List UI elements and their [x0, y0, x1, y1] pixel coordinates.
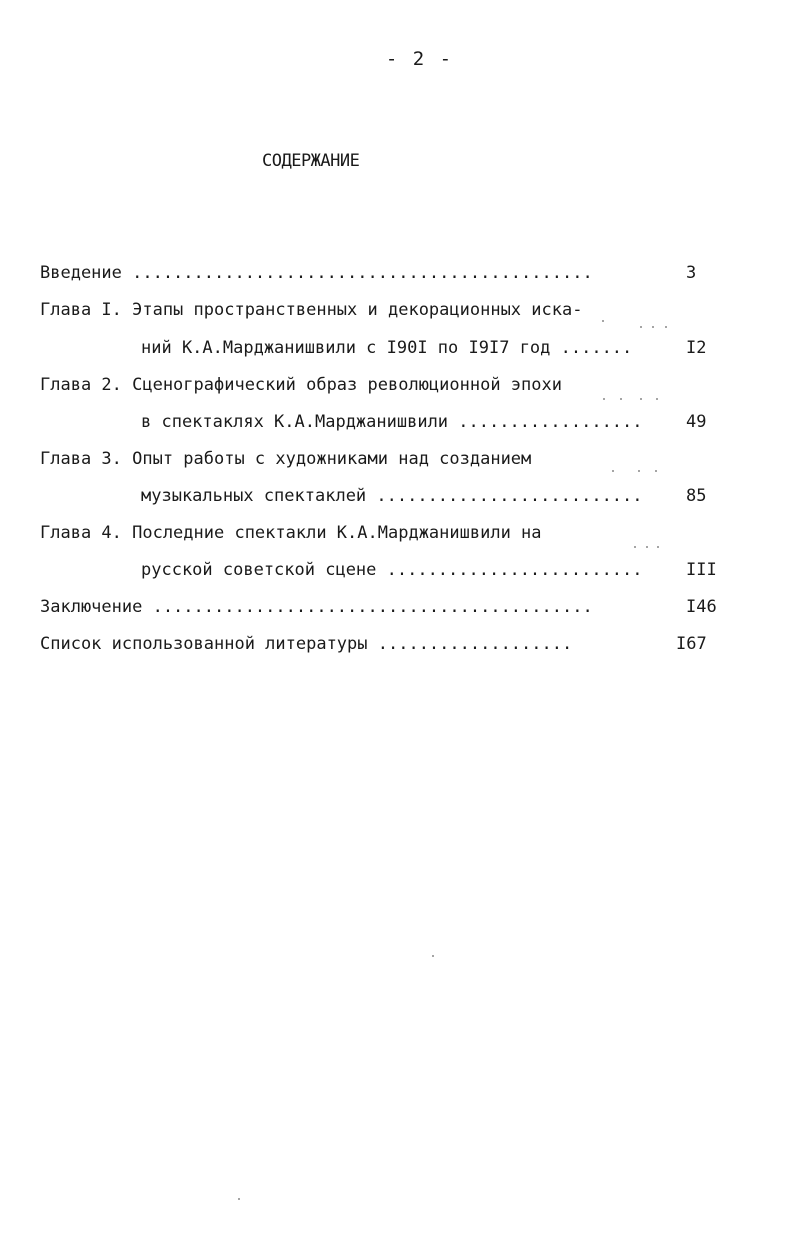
toc-entry-text: Введение ............................................. [40, 263, 593, 283]
toc-entry-page: I2 [686, 338, 707, 358]
scan-speck [238, 1198, 240, 1200]
toc-entry-page: III [686, 560, 717, 580]
scan-speck [620, 398, 622, 400]
scan-speck [656, 398, 658, 400]
scan-speck [665, 326, 667, 328]
toc-entry-text-continued: ний К.А.Марджанишвили с I90I по I9I7 год ....... [141, 338, 633, 358]
toc-entry-text: Список использованной литературы ................... [40, 634, 573, 654]
toc-entry-text: Глава 2. Сценографический образ революционной эпохи [40, 375, 562, 395]
toc-entry-text-continued: русской советской сцене ......................... [141, 560, 643, 580]
scan-speck [652, 326, 654, 328]
scan-speck [432, 955, 434, 957]
toc-entry-text-continued: музыкальных спектаклей .......................... [141, 486, 643, 506]
toc-entry-page: I46 [686, 597, 717, 617]
scan-speck [640, 398, 642, 400]
scan-speck [612, 470, 614, 472]
toc-entry-text: Заключение ........................................... [40, 597, 593, 617]
scan-speck [657, 546, 659, 548]
toc-entry-page: 49 [686, 412, 707, 432]
scan-speck [638, 470, 640, 472]
toc-entry-text: Глава 4. Последние спектакли К.А.Марджанишвили на [40, 523, 542, 543]
toc-entry-text-continued: в спектаклях К.А.Марджанишвили .................. [141, 412, 643, 432]
toc-entry-text: Глава I. Этапы пространственных и декорационных иска- [40, 300, 583, 320]
toc-entry-text: Глава 3. Опыт работы с художниками над созданием [40, 449, 532, 469]
document-title: СОДЕРЖАНИЕ [262, 151, 360, 171]
toc-entry-page: I67 [676, 634, 707, 654]
scan-speck [646, 546, 648, 548]
scan-speck [640, 326, 642, 328]
toc-entry-page: 3 [686, 263, 697, 283]
toc-entry-page: 85 [686, 486, 707, 506]
page-number: - 2 - [385, 48, 454, 70]
scan-speck [603, 398, 605, 400]
scan-speck [634, 546, 636, 548]
scan-speck [655, 470, 657, 472]
scan-speck [602, 320, 604, 322]
